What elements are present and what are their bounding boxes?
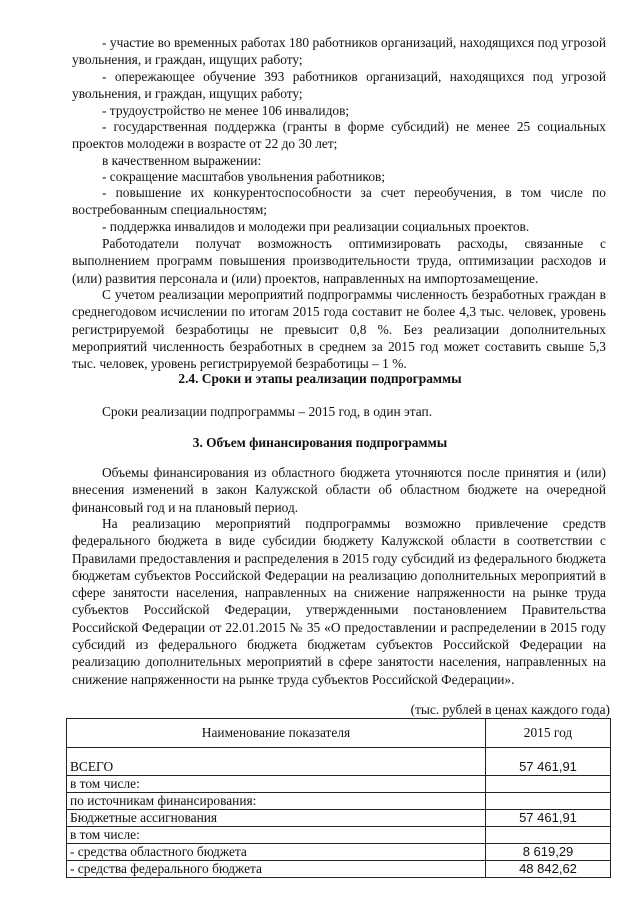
paragraph: - опережающее обучение 393 работников организаций, находящихся под угрозой увольнения, и граждан, ищущих работу; [72,69,606,102]
paragraph: На реализацию мероприятий подпрограммы возможно привлечение средств федерального бюджета в виде субсидии бюджету Калужской области в соответствии с Правилами предоставления и распределения в 2015 году субсидий из федерального бюджета бюджетам субъектов Российской Федерации на реализацию дополнительных мероприятий в сфере занятости населения, направленных на снижение напряженности на рынке труда субъектов Российской Федерации, утвержденными постановлением Правительства Российской Федерации от 22.01.2015 № 35 «О предоставлении и распределении в 2015 году субсидий из федерального бюджета бюджетам субъектов Российской Федерации на реализацию дополнительных мероприятий в сфере занятости населения, направленных на снижение напряженности на рынке труда субъектов Российской Федерации». [72,516,606,687]
row-label: - средства областного бюджета [67,844,486,861]
row-label: - средства федерального бюджета [67,861,486,878]
table-row [67,748,611,776]
section-heading: 2.4. Сроки и этапы реализации подпрограммы [178,371,462,386]
paragraph: - сокращение масштабов увольнения работников; [102,169,386,184]
row-label: в том числе: [67,776,486,793]
financing-table [66,718,611,878]
row-value [486,748,611,776]
column-header: Наименование показателя [67,719,486,748]
paragraph: - трудоустройство не менее 106 инвалидов; [102,103,350,118]
column-header: 2015 год [486,719,611,748]
paragraph: в качественном выражении: [102,153,262,168]
row-value-text: 8 619,29 [522,844,574,859]
table-row [67,793,611,810]
row-value [486,861,611,878]
table-row [67,827,611,844]
row-label: ВСЕГО [67,748,486,776]
row-label: Бюджетные ассигнования [67,810,486,827]
row-value [486,810,611,827]
section-heading: 3. Объем финансирования подпрограммы [192,435,448,450]
row-value-text: 48 842,62 [519,861,577,876]
paragraph: - поддержка инвалидов и молодежи при реализации социальных проектов. [102,219,530,234]
row-value-text: 57 461,91 [519,759,577,774]
table-row [67,810,611,827]
table-header-row [67,719,611,748]
paragraph: С учетом реализации мероприятий подпрограммы численность безработных граждан в среднегодовом исчислении по итогам 2015 года составит не более 4,3 тыс. человек, уровень регистрируемой безработицы не превысит 0,8 %. Без реализации дополнительных мероприятий численность безработных в среднем за 2015 год может составить свыше 5,3 тыс. человек, уровень регистрируемой безработицы – 1 %. [72,287,606,372]
row-value [486,844,611,861]
table-row [67,861,611,878]
paragraph: Объемы финансирования из областного бюджета уточняются после принятия и (или) внесения изменений в закон Калужской области об областном бюджете на очередной финансовый год и на плановый период. [72,465,606,515]
paragraph: Работодатели получат возможность оптимизировать расходы, связанные с выполнением программ повышения производительности труда, оптимизации расходов и (или) развития персонала и (или) проектов, направленных на импортозамещение. [72,236,606,286]
row-label: по источникам финансирования: [67,793,486,810]
paragraph: Сроки реализации подпрограммы – 2015 год, в один этап. [102,404,433,419]
row-value [486,776,611,793]
paragraph: - повышение их конкурентоспособности за счет переобучения, в том числе по востребованным специальностям; [72,185,606,218]
paragraph: - государственная поддержка (гранты в форме субсидий) не менее 25 социальных проектов молодежи в возрасте от 22 до 30 лет; [72,119,606,152]
table-row [67,844,611,861]
row-label: в том числе: [67,827,486,844]
paragraph: - участие во временных работах 180 работников организаций, находящихся под угрозой увольнения, и граждан, ищущих работу; [72,35,606,68]
row-value [486,793,611,810]
row-value-text: 57 461,91 [519,810,577,825]
table-row [67,776,611,793]
row-value [486,827,611,844]
table-units-note: (тыс. рублей в ценах каждого года) [410,702,610,717]
